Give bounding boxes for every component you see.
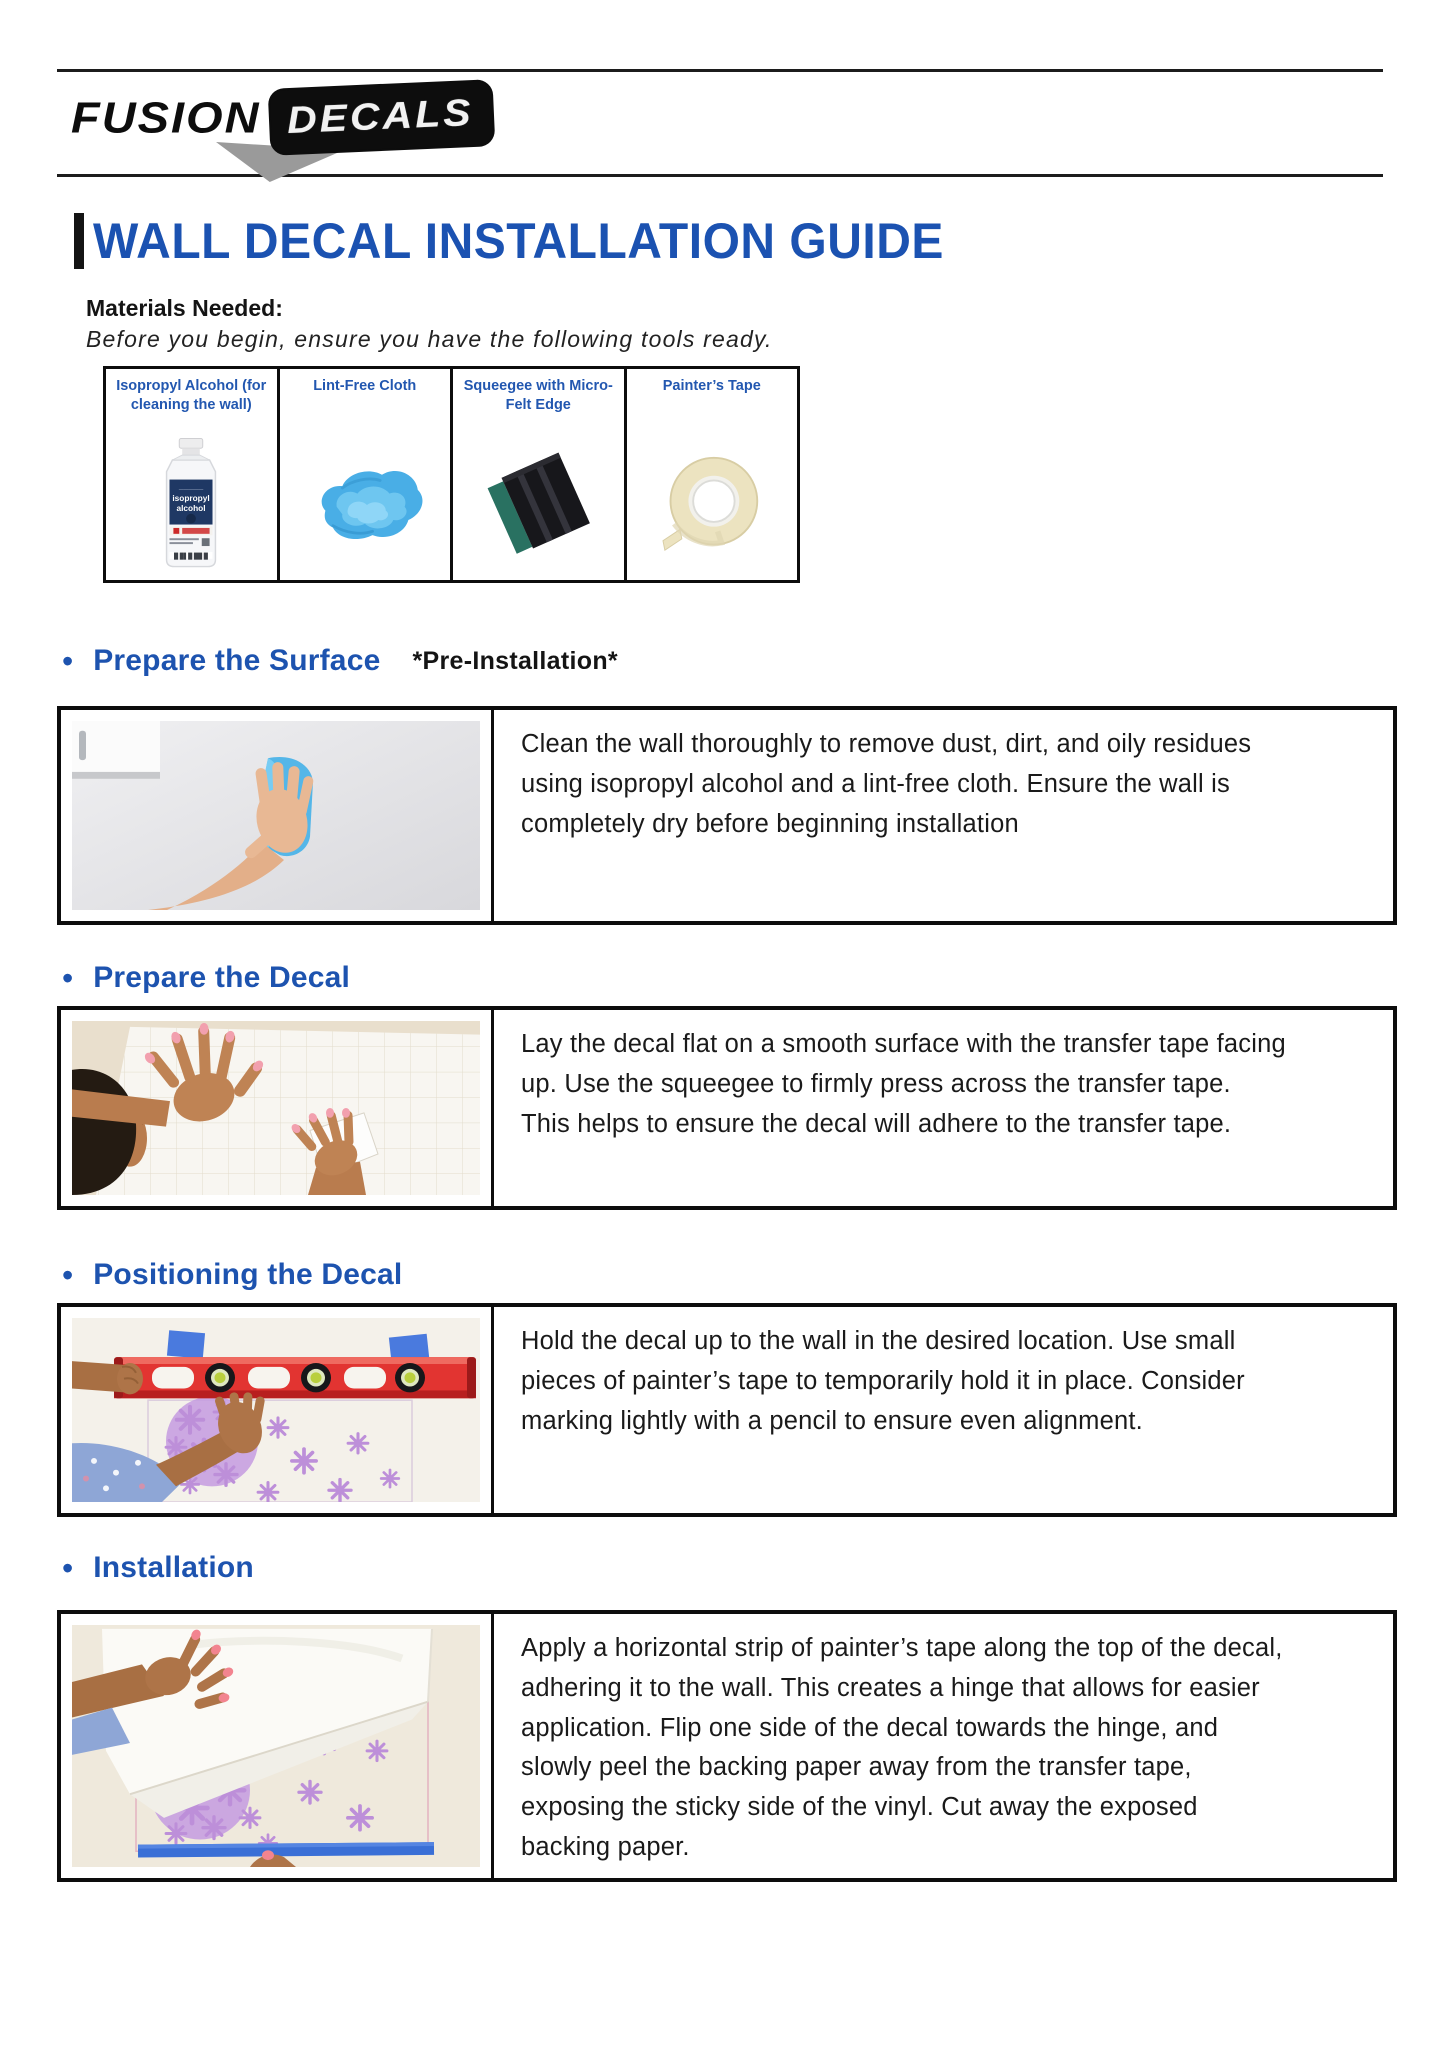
step-description	[494, 1614, 1393, 1878]
painters-tape-icon	[632, 434, 793, 574]
logo-decals-badge	[269, 81, 492, 154]
material-cell-isopropyl	[106, 369, 280, 580]
step-row-prepare-decal	[57, 1006, 1397, 1210]
materials-intro: Before you begin, ensure you have the following tools ready.	[86, 326, 773, 352]
step-description	[494, 1307, 1393, 1513]
fusion-decals-logo	[71, 86, 491, 149]
step-row-positioning-decal	[57, 1303, 1397, 1517]
title-accent-bar	[74, 213, 84, 269]
section-heading-prepare-surface	[62, 642, 1397, 680]
section-title: Prepare the Decal	[93, 961, 351, 994]
materials-heading: Materials Needed:	[86, 295, 283, 321]
section-heading-positioning-decal	[62, 1256, 1397, 1294]
material-cell-cloth	[280, 369, 454, 580]
bottle-volume-text: █ █▌█ ██ █	[174, 553, 209, 560]
installation-guide-document	[0, 69, 1454, 1882]
section-title: Positioning the Decal	[93, 1258, 403, 1291]
step-body-text: Lay the decal flat on a smooth surface with the transfer tape facing up. Use the squeegee to firmly press across the transfer tape. This helps to ensure the decal will adhere to the transfer tape.	[521, 1030, 1286, 1138]
section-heading-installation	[62, 1549, 1397, 1587]
material-cell-tape	[627, 369, 798, 580]
step-row-prepare-surface	[57, 706, 1397, 925]
section-title: Prepare the Surface	[93, 644, 381, 677]
leveling-decal-photo	[61, 1307, 494, 1513]
logo-decals-text: DECALS	[285, 90, 474, 142]
title-row	[74, 212, 1397, 270]
bottle-label-line2: alcohol	[176, 502, 206, 513]
isopropyl-bottle-icon	[111, 434, 272, 574]
section-title: Installation	[93, 1551, 254, 1584]
bottle-label-line1: isopropyl	[172, 493, 210, 504]
peeling-backing-photo	[61, 1614, 494, 1878]
bottle-brand-text: —————	[179, 487, 204, 493]
step-body-text: Clean the wall thoroughly to remove dust, dirt, and oily residues using isopropyl alcohol and a lint-free cloth. Ensure the wall is completely dry before beginning installation	[521, 730, 1252, 838]
logo-fusion-text: FUSION	[71, 93, 261, 142]
step-row-installation	[57, 1610, 1397, 1882]
bullet-icon: •	[62, 1550, 74, 1586]
wiping-wall-photo	[61, 710, 494, 921]
pressing-decal-photo	[61, 1010, 494, 1206]
section-heading-prepare-decal	[62, 959, 1397, 997]
bullet-icon: •	[62, 960, 74, 996]
materials-table	[103, 366, 800, 583]
step-body-text: Hold the decal up to the wall in the desired location. Use small pieces of painter’s tape to temporarily hold it in place. Consider marking lightly with a pencil to ensure even alignment.	[521, 1327, 1245, 1435]
spirit-level	[114, 1357, 476, 1398]
lint-free-cloth-icon	[285, 434, 446, 574]
bullet-icon: •	[62, 1257, 74, 1293]
material-label: Painter’s Tape	[662, 378, 761, 394]
page-title: WALL DECAL INSTALLATION GUIDE	[93, 213, 944, 269]
logo-strip	[57, 72, 1397, 174]
step-description	[494, 1010, 1393, 1206]
material-label: Squeegee with Micro-Felt Edge	[463, 378, 613, 413]
squeegee-icon	[458, 434, 619, 574]
material-cell-squeegee	[453, 369, 627, 580]
step-description	[494, 710, 1393, 921]
bullet-icon: •	[62, 643, 74, 679]
step-body-text: Apply a horizontal strip of painter’s tape along the top of the decal, adhering it to the wall. This creates a hinge that allows for easier application. Flip one side of the decal towards the hinge, and slowly peel the backing paper away from the transfer tape, exposing the sticky side of the vinyl. Cut away the exposed backing paper.	[521, 1634, 1283, 1861]
logo-bottom-divider-line	[57, 174, 1383, 177]
pre-installation-note: *Pre-Installation*	[412, 646, 618, 675]
material-label: Isopropyl Alcohol (for cleaning the wall)	[116, 378, 267, 413]
material-label: Lint-Free Cloth	[313, 378, 417, 394]
